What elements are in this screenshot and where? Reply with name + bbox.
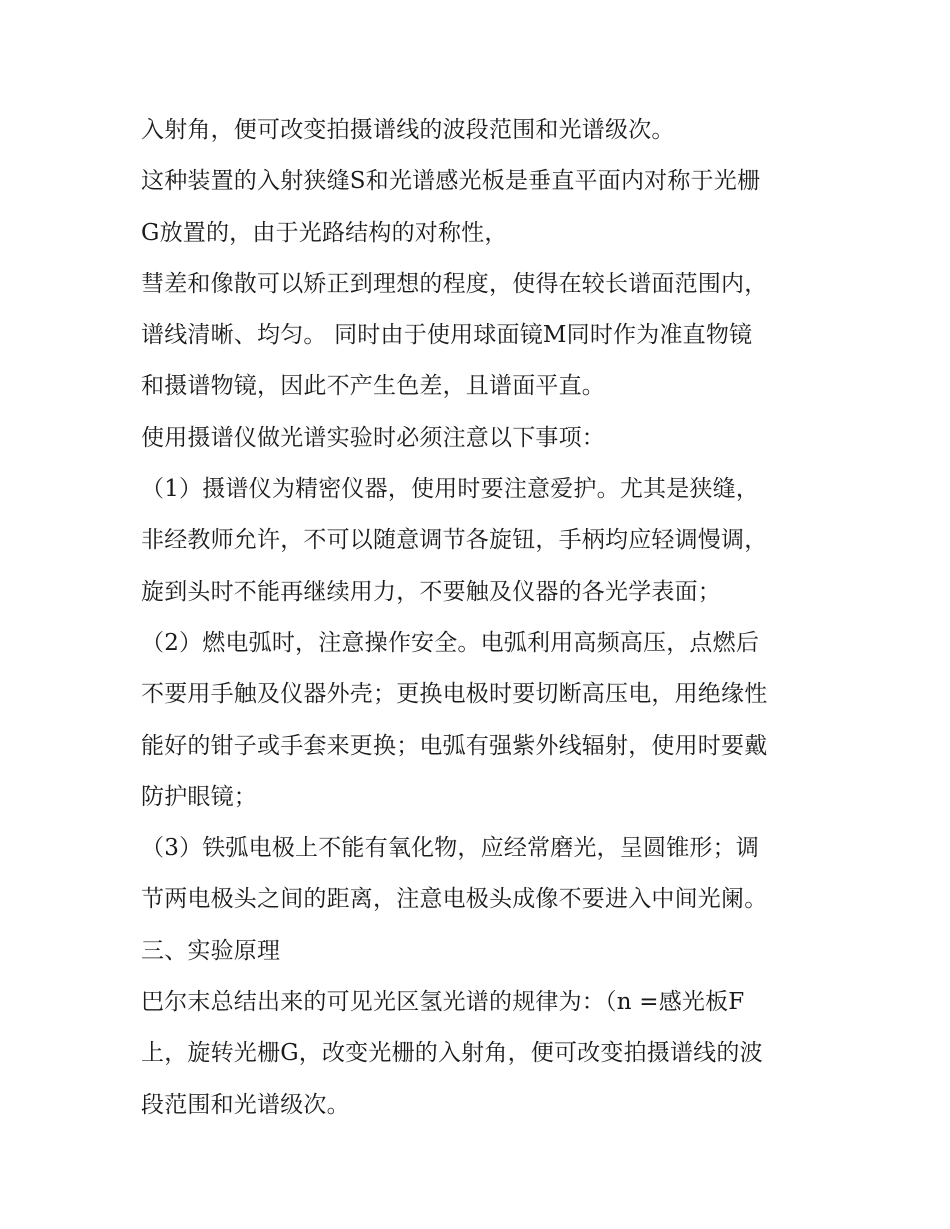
text-line: 段范围和光谱级次。 xyxy=(141,1091,350,1118)
text-line: 巴尔末总结出来的可见光区氢光谱的规律为：（n =感光板F xyxy=(141,989,745,1016)
document-body xyxy=(141,105,831,1131)
text-line: 入射角，便可改变拍摄谱线的波段范围和光谱级次。 xyxy=(141,117,675,143)
text-line: 谱线清晰、均匀。 同时由于使用球面镜M同时作为准直物镜 xyxy=(141,322,753,349)
text-line: 这种装置的入射狭缝S和光谱感光板是垂直平面内对称于光栅 xyxy=(141,168,761,195)
text-line: 防护眼镜； xyxy=(141,783,257,810)
text-line: （3）铁弧电极上不能有氧化物，应经常磨光，呈圆锥形；调 xyxy=(141,835,760,862)
text-line: 不要用手触及仪器外壳；更换电极时要切断高压电，用绝缘性 xyxy=(141,681,768,708)
text-line: 使用摄谱仪做光谱实验时必须注意以下事项： xyxy=(141,424,605,451)
text-line: 彗差和像散可以矫正到理想的程度，使得在较长谱面范围内， xyxy=(141,270,768,297)
text-line: 旋到头时不能再继续用力，不要触及仪器的各光学表面； xyxy=(141,578,721,605)
text-line: 上，旋转光栅G，改变光栅的入射角，便可改变拍摄谱线的波 xyxy=(141,1040,763,1067)
section-heading: 三、实验原理 xyxy=(141,937,281,964)
text-line: 非经教师允许，不可以随意调节各旋钮，手柄均应轻调慢调， xyxy=(141,527,768,554)
text-line: G放置的，由于光路结构的对称性， xyxy=(141,219,508,246)
text-line: 节两电极头之间的距离，注意电极头成像不要进入中间光阑。 xyxy=(141,886,768,913)
text-line: 和摄谱物镜，因此不产生色差，且谱面平直。 xyxy=(141,373,605,400)
text-line: 能好的钳子或手套来更换；电弧有强紫外线辐射，使用时要戴 xyxy=(141,732,768,759)
text-line: （1）摄谱仪为精密仪器，使用时要注意爱护。尤其是狭缝， xyxy=(141,476,760,503)
text-line: （2）燃电弧时，注意操作安全。电弧利用高频高压，点燃后 xyxy=(141,629,760,656)
